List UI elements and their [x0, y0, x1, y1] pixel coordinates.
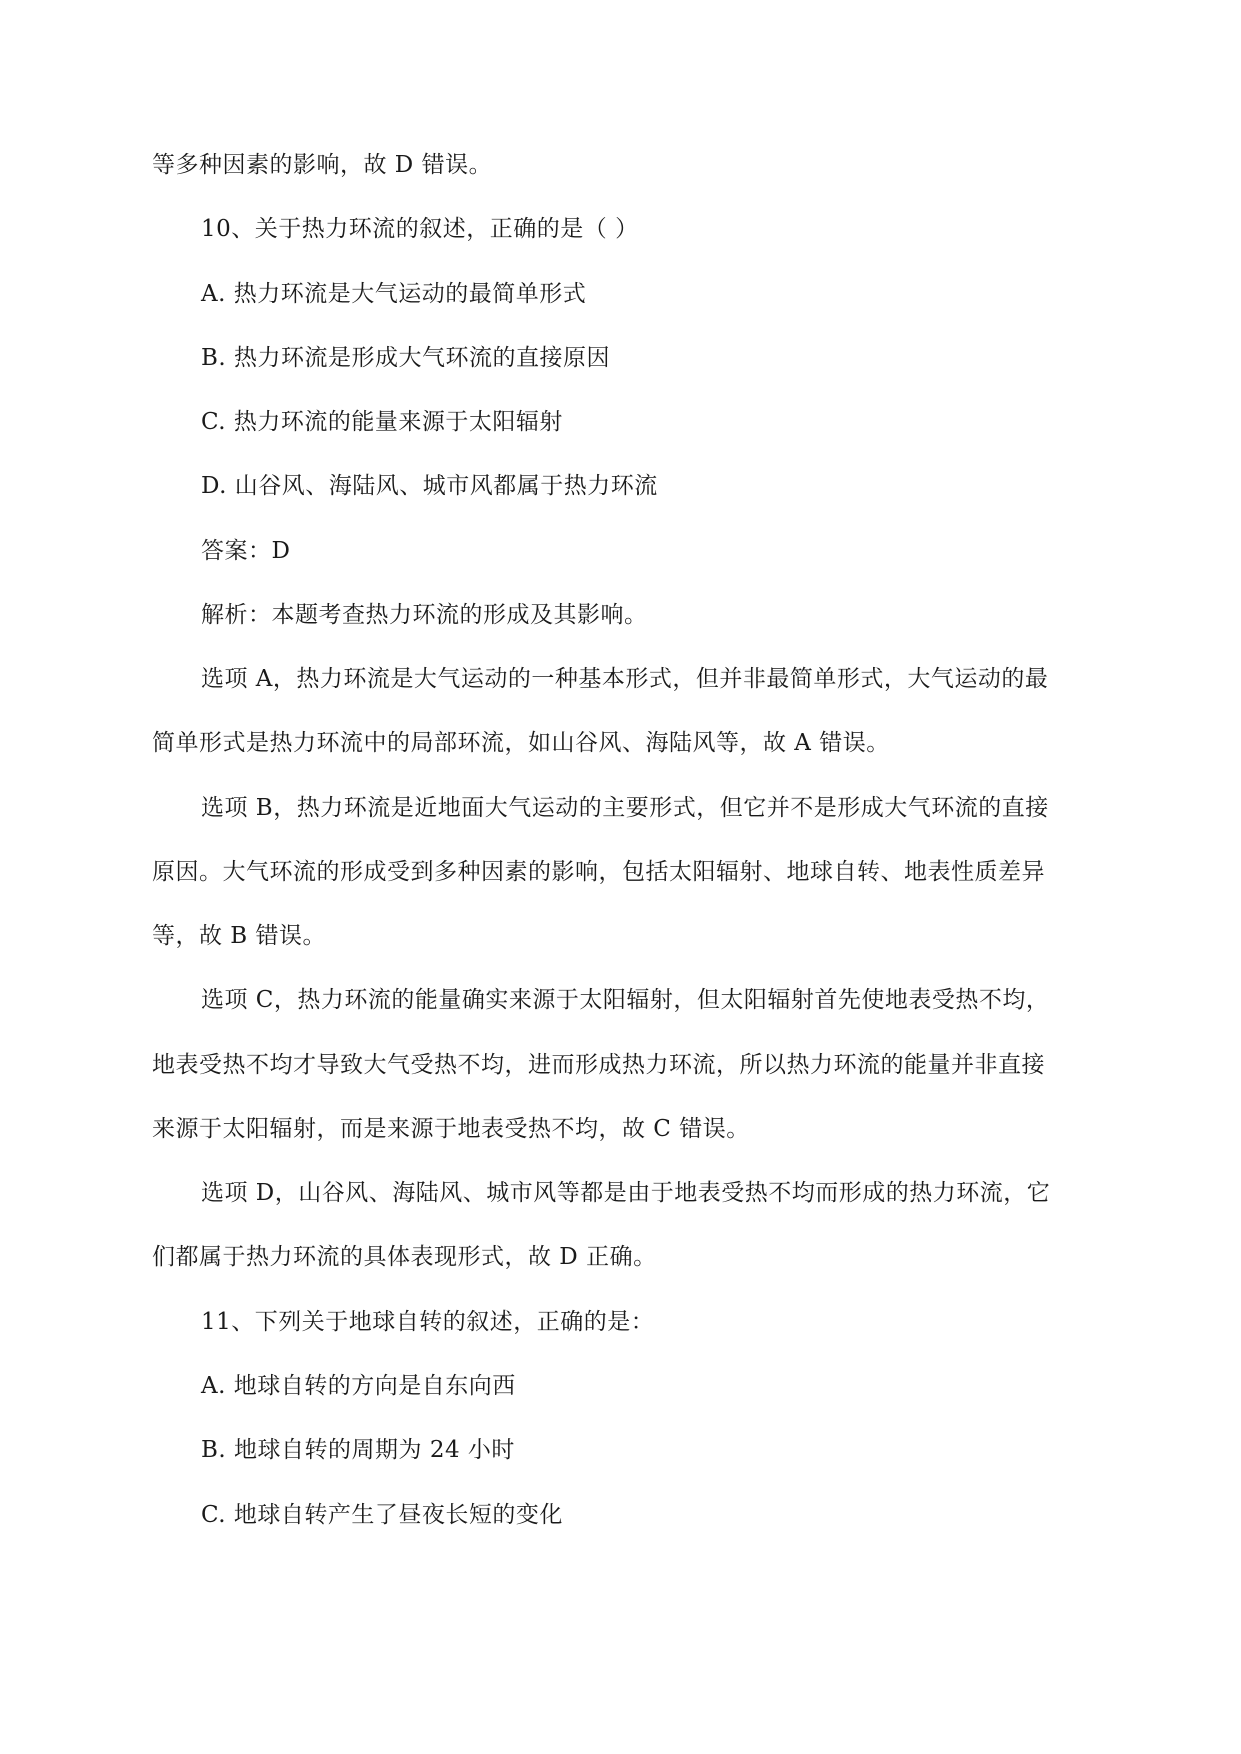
- answer: 答案：D: [201, 538, 291, 564]
- analysis-c-line-1: 选项 C，热力环流的能量确实来源于太阳辐射，但太阳辐射首先使地表受热不均，: [201, 987, 1050, 1013]
- analysis-c-line-2: 地表受热不均才导致大气受热不均，进而形成热力环流，所以热力环流的能量并非直接: [152, 1052, 1045, 1078]
- question-10-stem: 10、关于热力环流的叙述，正确的是（ ）: [201, 216, 639, 242]
- analysis-a-line-2: 简单形式是热力环流中的局部环流，如山谷风、海陆风等，故 A 错误。: [152, 730, 890, 756]
- analysis-b-line-1: 选项 B，热力环流是近地面大气运动的主要形式，但它并不是形成大气环流的直接: [201, 795, 1049, 821]
- analysis-b-line-3: 等，故 B 错误。: [152, 923, 327, 949]
- option-a: A. 热力环流是大气运动的最简单形式: [201, 281, 587, 307]
- analysis-a-line-1: 选项 A，热力环流是大气运动的一种基本形式，但并非最简单形式，大气运动的最: [201, 666, 1049, 692]
- option-d: D. 山谷风、海陆风、城市风都属于热力环流: [201, 473, 658, 499]
- analysis-d-line-2: 们都属于热力环流的具体表现形式，故 D 正确。: [152, 1244, 657, 1270]
- analysis-c-line-3: 来源于太阳辐射，而是来源于地表受热不均，故 C 错误。: [152, 1116, 750, 1142]
- option-c: C. 热力环流的能量来源于太阳辐射: [201, 409, 563, 435]
- question-11-stem: 11、下列关于地球自转的叙述，正确的是：: [201, 1309, 655, 1335]
- analysis-d-line-1: 选项 D，山谷风、海陆风、城市风等都是由于地表受热不均而形成的热力环流，它: [201, 1180, 1051, 1206]
- analysis-intro: 解析：本题考查热力环流的形成及其影响。: [201, 602, 648, 628]
- option-b: B. 热力环流是形成大气环流的直接原因: [201, 345, 611, 371]
- analysis-b-line-2: 原因。大气环流的形成受到多种因素的影响，包括太阳辐射、地球自转、地表性质差异: [152, 859, 1045, 885]
- option-a: A. 地球自转的方向是自东向西: [201, 1373, 516, 1399]
- text-line: 等多种因素的影响，故 D 错误。: [152, 152, 493, 178]
- option-b: B. 地球自转的周期为 24 小时: [201, 1437, 515, 1463]
- option-c: C. 地球自转产生了昼夜长短的变化: [201, 1502, 563, 1528]
